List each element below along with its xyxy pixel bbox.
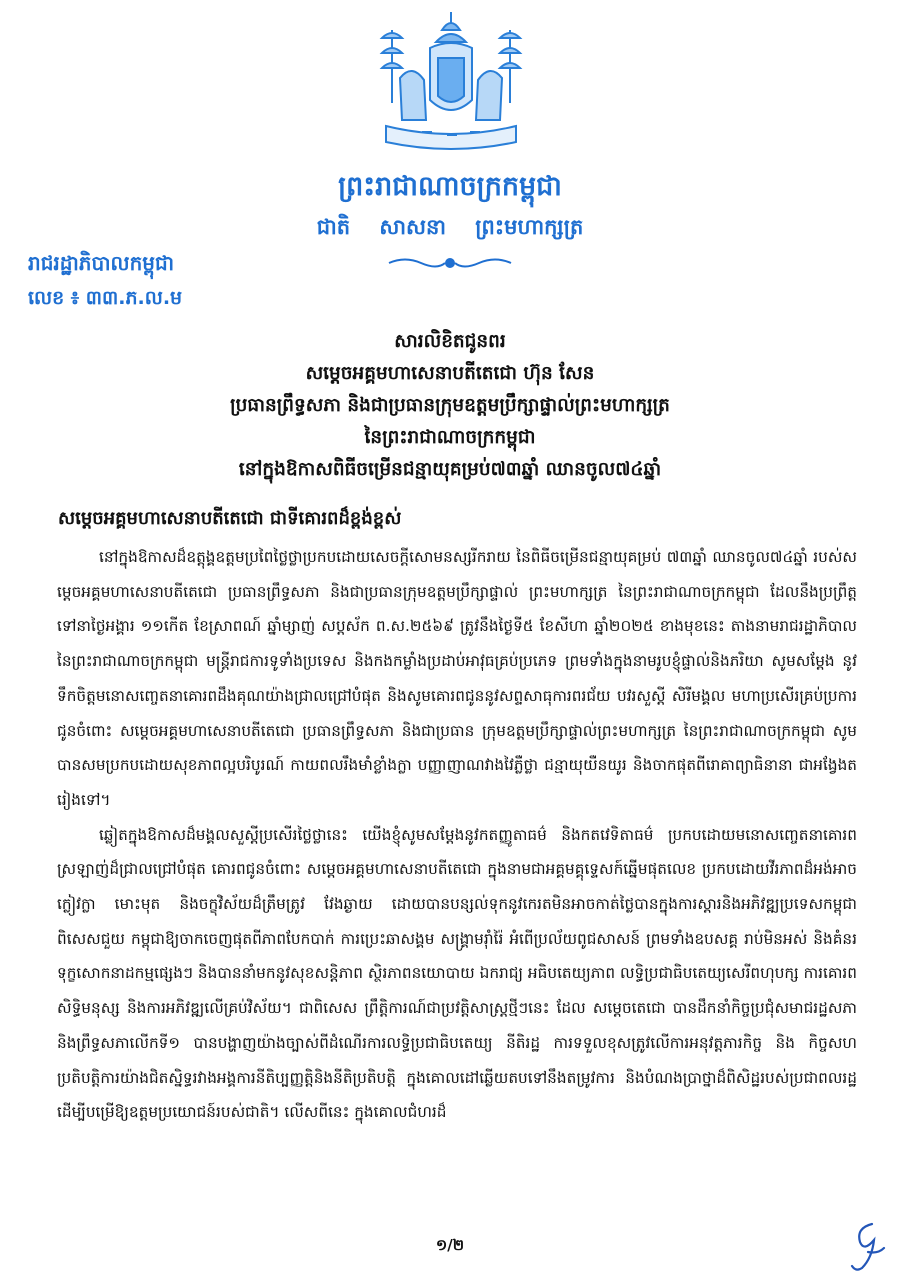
recipient-name: សម្តេចអគ្គមហាសេនាបតីតេជោ ហ៊ុន សែន xyxy=(305,363,595,384)
issuing-government: រាជរដ្ឋាភិបាលកម្ពុជា xyxy=(28,251,174,275)
national-motto: ជាតិ សាសនា ព្រះមហាក្សត្រ xyxy=(316,215,584,239)
decorative-divider-icon xyxy=(385,254,515,272)
occasion-line: នៅក្នុងឱកាសពិធីចម្រើនជន្មាយុគម្រប់៧៣ឆ្នាំ ឈានចូល៧៤ឆ្នាំ xyxy=(238,459,662,480)
handwritten-initial-icon xyxy=(842,1218,888,1274)
body-paragraph: នៅក្នុងឱកាសដ៏ឧត្តុង្គឧត្តមប្រពៃថ្លៃថ្លាប្រកបដោយសេចក្តីសោមនស្សរីករាយ នៃពិធីចម្រើនជន្មាយុគម្រប់ ៧៣ឆ្នាំ ឈានចូល៧៤ឆ្នាំ របស់សម្តេចអគ្គមហាសេនាបតីតេជោ ប្រធានព្រឹទ្ធសភា និងជាប្រធានក្រុមឧត្តមប្រឹក្សាផ្ទាល់ ព្រះមហាក្សត្រ នៃព្រះរាជាណាចក្រកម្ពុជា ដែលនឹងប្រព្រឹត្តទៅនាថ្ងៃអង្គារ ១១កើត ខែស្រាពណ៍ ឆ្នាំម្សាញ់ សប្តស័ក ព.ស.២៥៦៩ ត្រូវនឹងថ្ងៃទី៥ ខែសីហា ឆ្នាំ២០២៥ ខាងមុខនេះ តាងនាមរាជរដ្ឋាភិបាលនៃព្រះរាជាណាចក្រកម្ពុជា មន្ត្រីរាជការទូទាំងប្រទេស និងកងកម្លាំងប្រដាប់អាវុធគ្រប់ប្រភេទ ព្រមទាំងក្នុងនាមរូបខ្ញុំផ្ទាល់និងភរិយា សូមសម្តែង នូវទឹកចិត្តមនោសញ្ចេតនាគោរពដឹងគុណយ៉ាងជ្រាលជ្រៅបំផុត និងសូមគោរពជូននូវសព្ទសាធុការពរជ័យ បវរសួស្តី សិរីមង្គល មហាប្រសើរគ្រប់ប្រការ ជូនចំពោះ សម្តេចអគ្គមហាសេនាបតីតេជោ ប្រធានព្រឹទ្ធសភា និងជាប្រធាន ក្រុមឧត្តមប្រឹក្សាផ្ទាល់ព្រះមហាក្សត្រ នៃព្រះរាជាណាចក្រកម្ពុជា សូមបានសមប្រកបដោយសុខភាពល្អបរិបូរណ៍ កាយពលរឹងមាំខ្លាំងក្លា បញ្ញាញាណវាងវៃភ្លឺថ្លា ជន្មាយុយឺនយូរ និងចាកផុតពីរោគាព្យាធិនានា ជាអង្វែងតរៀងទៅ។ xyxy=(57,548,857,809)
letter-body xyxy=(57,540,857,1130)
recipient-kingdom: នៃព្រះរាជាណាចក្រកម្ពុជា xyxy=(364,427,536,448)
body-paragraph: ឆ្លៀតក្នុងឱកាសដ៏មង្គលសួស្តីប្រសើរថ្លៃថ្លានេះ យើងខ្ញុំសូមសម្តែងនូវកតញ្ញូតាធម៌ និងកតវេទិតាធម៌ ប្រកបដោយមនោសញ្ចេតនាគោរពស្រឡាញ់ដ៏ជ្រាលជ្រៅបំផុត គោរពជូនចំពោះ សម្តេចអគ្គមហាសេនាបតីតេជោ ក្នុងនាមជាអគ្គមគ្គុទ្ទេសក៍ឆ្នើមផុតលេខ ប្រកបដោយវីរភាពដ៏អង់អាចក្លៀវក្លា មោះមុត និងចក្ខុវិស័យដ៏ត្រឹមត្រូវ វែងឆ្ងាយ ដោយបានបន្សល់ទុកនូវកេរតមិនអាចកាត់ថ្លៃបានក្នុងការស្តារនិងអភិវឌ្ឍប្រទេសកម្ពុជា ពិសេសជួយ កម្ពុជាឱ្យចាកចេញផុតពីភាពបែកបាក់ ការប្រេះឆាសង្គម សង្គ្រាមរុាំរ៉ៃ អំពើប្រល័យពូជសាសន៍ ព្រមទាំងឧបសគ្គ រាប់មិនអស់ និងគំនរទុក្ខសោកនាដកម្មផ្សេងៗ និងបាននាំមកនូវសុខសន្តិភាព ស្ថិរភាពនយោបាយ ឯករាជ្យ អធិបតេយ្យភាព លទ្ធិប្រជាធិបតេយ្យសេរីពហុបក្ស ការគោរពសិទ្ធិមនុស្ស និងការអភិវឌ្ឍលើគ្រប់វិស័យ។ ជាពិសេស ព្រឹត្តិការណ៍ជាប្រវត្តិសាស្ត្រថ្មីៗនេះ ដែល សម្តេចតេជោ បានដឹកនាំកិច្ចប្រជុំសមាជរដ្ឋសភានិងព្រឹទ្ធសភាលើកទី១ បានបង្ហាញយ៉ាងច្បាស់ពីដំណើរការលទ្ធិប្រជាធិបតេយ្យ នីតិរដ្ឋ ការទទួលខុសត្រូវលើការអនុវត្តភារកិច្ច និង កិច្ចសហប្រតិបត្តិការយ៉ាងជិតស្និទ្ធរវាងអង្គការនីតិប្បញ្ញត្តិនិងនីតិប្រតិបត្តិ ក្នុងគោលដៅឆ្លើយតបទៅនឹងតម្រូវការ និងបំណងប្រាថ្នាដ៏ពិសិដ្ឋរបស់ប្រជាពលរដ្ឋ ដើម្បីបម្រើឱ្យឧត្តមប្រយោជន៍របស់ជាតិ។ លើសពីនេះ ក្នុងគោលជំហរដ៏ xyxy=(57,825,857,1122)
salutation: សម្តេចអគ្គមហាសេនាបតីតេជោ ជាទីគោរពដ៏ខ្ពង់ខ្ពស់ xyxy=(58,508,402,529)
page-number: ១/២ xyxy=(435,1236,465,1254)
recipient-position: ប្រធានព្រឹទ្ធសភា និងជាប្រធានក្រុមឧត្តមប្រឹក្សាផ្ទាល់ព្រះមហាក្សត្រ xyxy=(230,395,670,416)
document-number: លេខ ៖ ៣៣.ភ.ល.ម xyxy=(28,287,183,309)
letter-title: សារលិខិតជូនពរ xyxy=(394,331,506,352)
royal-coat-of-arms-icon xyxy=(372,8,530,158)
letter-title-block xyxy=(60,326,840,486)
kingdom-name: ព្រះរាជាណាចក្រកម្ពុជា xyxy=(338,171,562,202)
